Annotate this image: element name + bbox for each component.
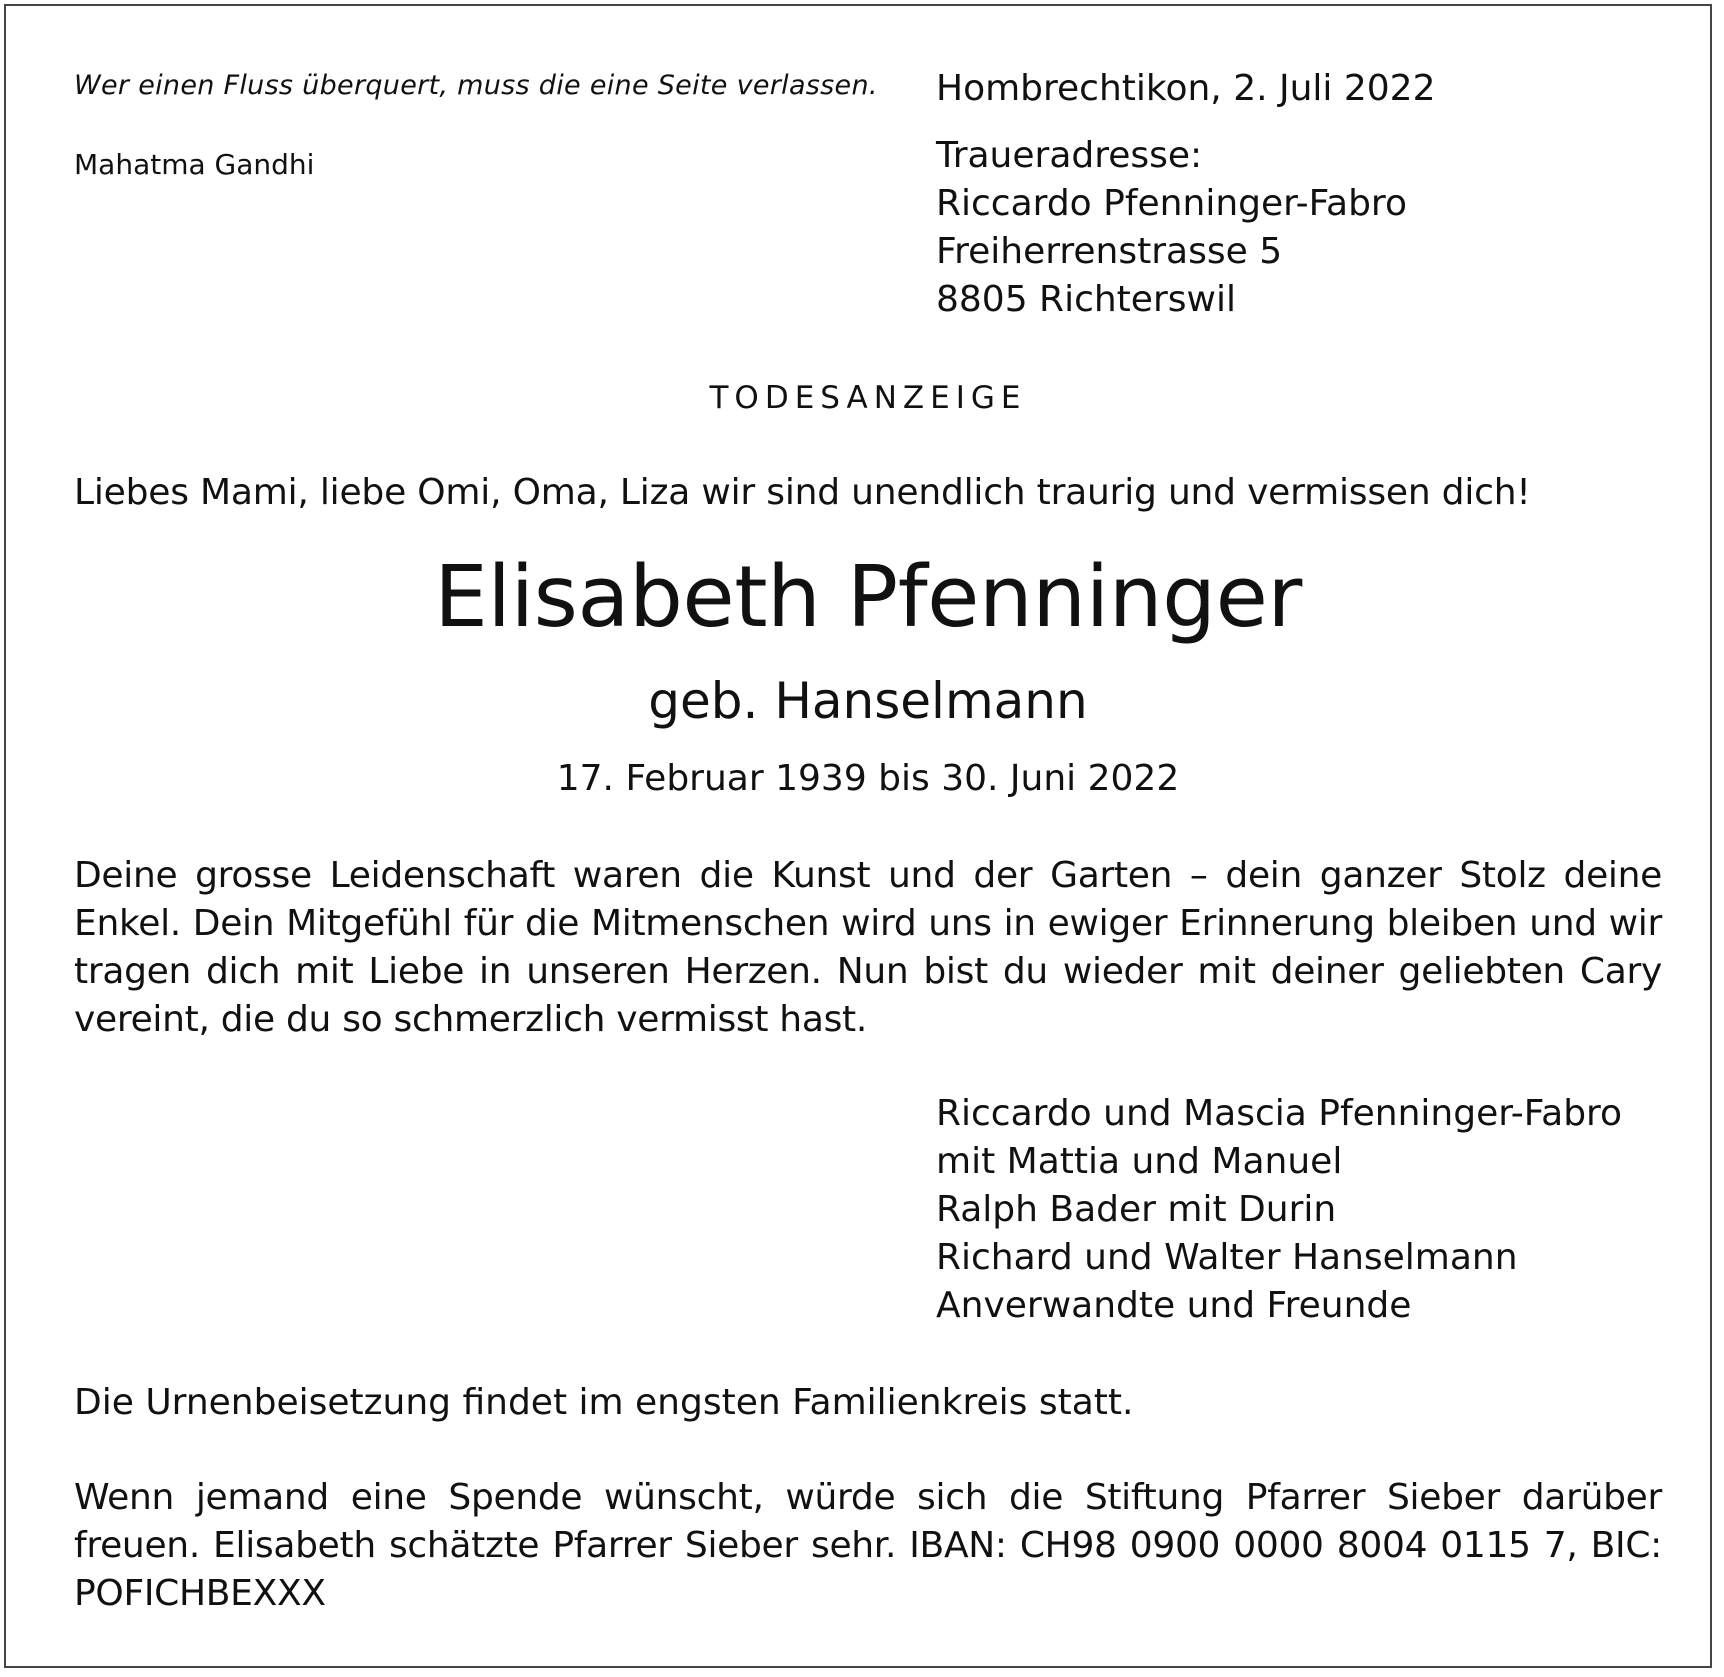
- address-name: Riccardo Pfenninger-Fabro: [936, 183, 1407, 224]
- notice-heading: TODESANZEIGE: [709, 380, 1027, 416]
- obituary-frame: [4, 4, 1712, 1668]
- burial-note: Die Urnenbeisetzung findet im engsten Familienkreis statt.: [74, 1382, 1134, 1423]
- epigraph-quote: Wer einen Fluss überquert, muss die eine Seite verlassen.: [74, 70, 878, 101]
- mourners-list: [936, 1090, 1622, 1330]
- mourner-line: Anverwandte und Freunde: [936, 1285, 1412, 1326]
- greeting-line: Liebes Mami, liebe Omi, Oma, Liza wir sind unendlich traurig und vermissen dich!: [74, 472, 1531, 513]
- mourning-address: [936, 132, 1407, 324]
- deceased-name: Elisabeth Pfenninger: [434, 548, 1302, 647]
- mourner-line: mit Mattia und Manuel: [936, 1141, 1343, 1182]
- place-date: Hombrechtikon, 2. Juli 2022: [936, 68, 1436, 109]
- epigraph-author: Mahatma Gandhi: [74, 148, 315, 181]
- address-city: 8805 Richterswil: [936, 279, 1236, 320]
- address-label: Traueradresse:: [936, 135, 1203, 176]
- tribute-paragraph: Deine grosse Leidenschaft waren die Kunst und der Garten – dein ganzer Stolz deine Enkel. Dein Mitgefühl für die Mitmenschen wird uns in ewiger Erinnerung bleiben und wir tragen dich mit Liebe in unseren Herzen. Nun bist du wieder mit deiner geliebten Cary vereint, die du so schmerzlich vermisst hast.: [74, 855, 1662, 1040]
- life-dates: 17. Februar 1939 bis 30. Juni 2022: [556, 758, 1180, 799]
- donation-note: Wenn jemand eine Spende wünscht, würde sich die Stiftung Pfarrer Sieber darüber freuen. Elisabeth schätzte Pfarrer Sieber sehr. IBAN: CH98 0900 0000 8004 0115 7, BIC: POFICHBEXXX: [74, 1477, 1662, 1614]
- address-street: Freiherrenstrasse 5: [936, 231, 1283, 272]
- mourner-line: Riccardo und Mascia Pfenninger-Fabro: [936, 1093, 1623, 1134]
- birth-name: geb. Hanselmann: [648, 672, 1088, 730]
- mourner-line: Ralph Bader mit Durin: [936, 1189, 1337, 1230]
- mourner-line: Richard und Walter Hanselmann: [936, 1237, 1518, 1278]
